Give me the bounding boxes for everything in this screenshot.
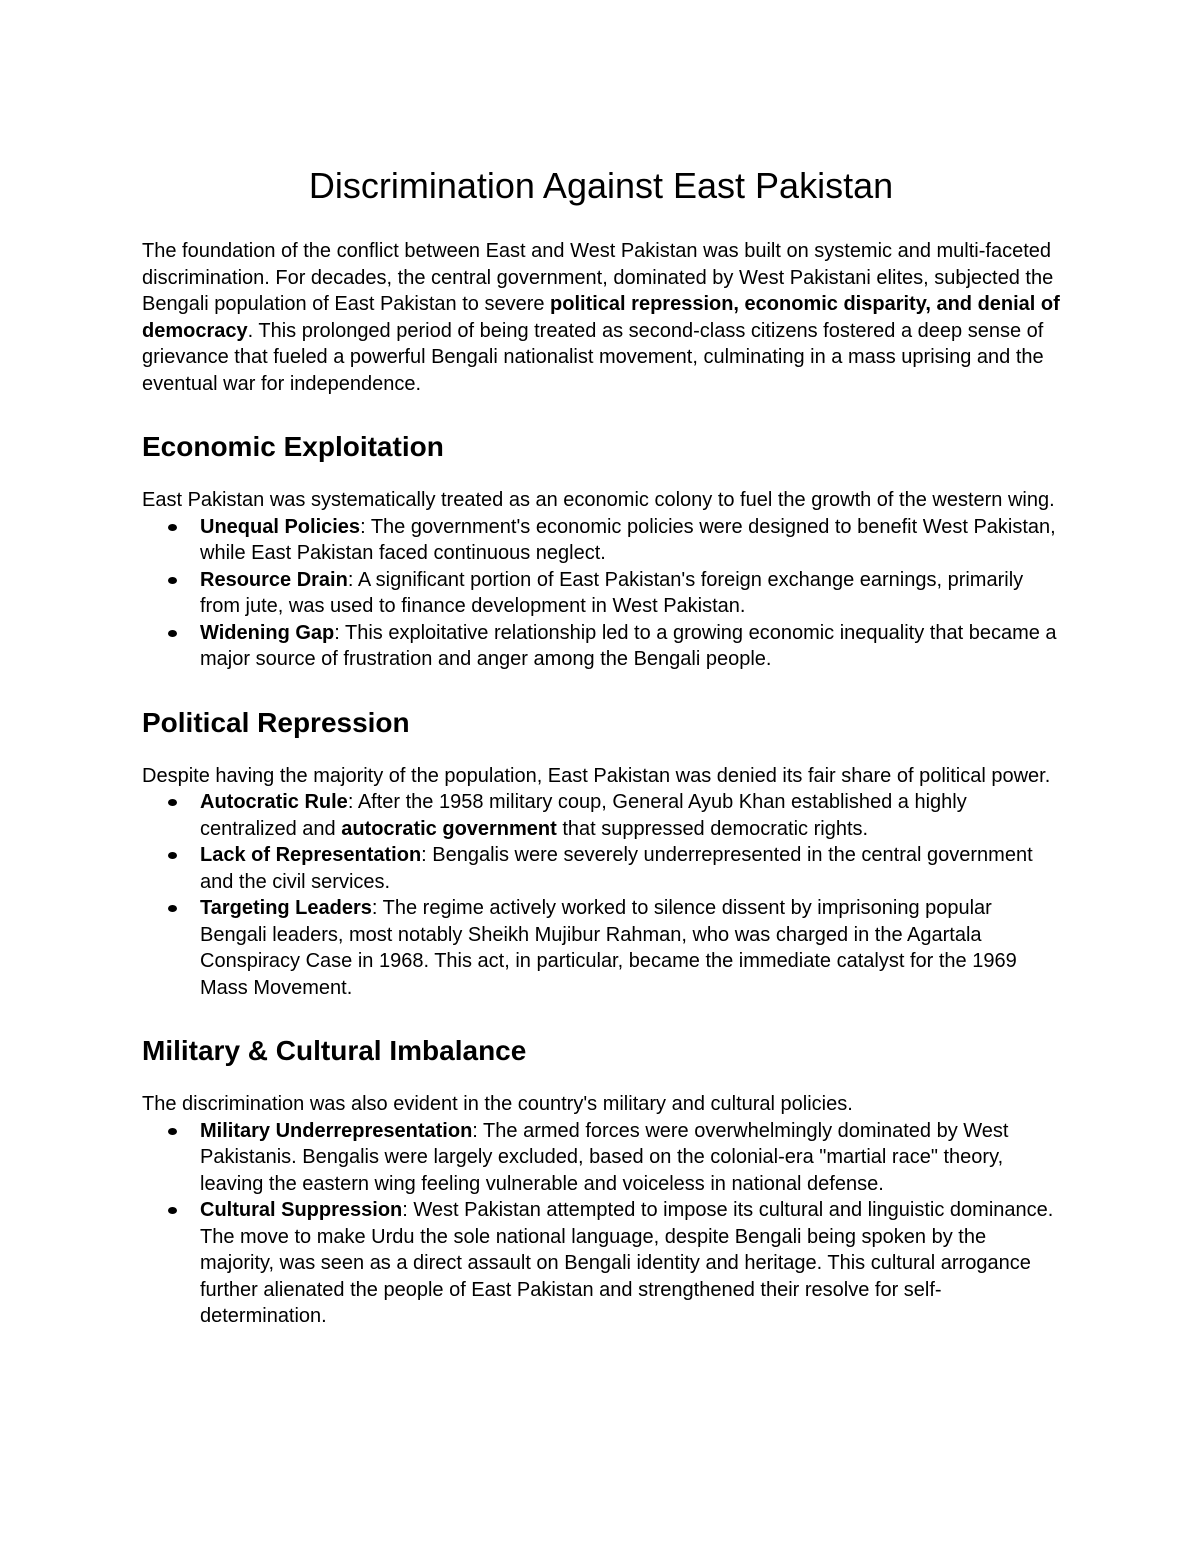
bullet-icon bbox=[168, 1128, 177, 1135]
bullet-list-military-cultural bbox=[142, 1118, 1060, 1330]
bullet-icon bbox=[168, 799, 177, 806]
bullet-bold-phrase: autocratic government bbox=[341, 817, 557, 840]
section-intro-political: Despite having the majority of the population, East Pakistan was denied its fair share of political power. bbox=[142, 764, 1051, 787]
bullet-icon bbox=[168, 524, 177, 531]
bullet-icon bbox=[168, 905, 177, 912]
section-intro-economic: East Pakistan was systematically treated as an economic colony to fuel the growth of the western wing. bbox=[142, 489, 1055, 511]
bullet-text-continued: that suppressed democratic rights. bbox=[556, 817, 869, 840]
section-heading-military-cultural: Military & Cultural Imbalance bbox=[142, 1035, 527, 1066]
intro-bold-phrase: political repression, economic disparity, and denial of democracy bbox=[142, 293, 1060, 342]
list-item bbox=[200, 514, 1060, 567]
bullet-icon bbox=[168, 1207, 177, 1214]
bullet-term: Lack of Representation bbox=[200, 844, 422, 866]
bullet-term: Unequal Policies bbox=[200, 515, 361, 538]
intro-text-part2: . This prolonged period of being treated as second-class citizens fostered a deep sense of grievance that fueled a powerful Bengali nationalist movement, culminating in a mass uprising and the eventual war for independence. bbox=[142, 319, 1044, 395]
section-heading-political: Political Repression bbox=[142, 706, 410, 738]
bullet-text: : The government's economic policies were designed to benefit West Pakistan, while East Pakistan faced continuous neglect. bbox=[200, 515, 1056, 564]
bullet-list-economic bbox=[142, 514, 1060, 673]
list-item bbox=[200, 1197, 1060, 1330]
section-heading-economic: Economic Exploitation bbox=[142, 431, 444, 462]
section-intro-military-cultural: The discrimination was also evident in the country's military and cultural policies. bbox=[142, 1093, 853, 1115]
bullet-text: : Bengalis were severely underrepresented in the central government and the civil services. bbox=[200, 844, 1033, 893]
bullet-term: Military Underrepresentation bbox=[200, 1119, 473, 1142]
bullet-text: : The armed forces were overwhelmingly dominated by West Pakistanis. Bengalis were largely excluded, based on the colonial-era "martial race" theory, leaving the eastern wing feeling vulnerable and voiceless in national defense. bbox=[200, 1119, 1009, 1195]
list-item bbox=[200, 567, 1060, 620]
bullet-text: : This exploitative relationship led to a growing economic inequality that became a major source of frustration and anger among the Bengali people. bbox=[200, 621, 1057, 670]
bullet-text: : The regime actively worked to silence dissent by imprisoning popular Bengali leaders, most notably Sheikh Mujibur Rahman, who was charged in the Agartala Conspiracy Case in 1968. This act, in particular, became the immediate catalyst for the 1969 Mass Movement. bbox=[200, 897, 1017, 999]
bullet-list-political bbox=[142, 789, 1060, 1001]
document-page bbox=[142, 160, 1060, 1330]
bullet-term: Autocratic Rule bbox=[200, 791, 348, 813]
document-title: Discrimination Against East Pakistan bbox=[308, 165, 894, 206]
list-item bbox=[200, 1118, 1060, 1198]
bullet-icon bbox=[168, 577, 177, 584]
list-item bbox=[200, 895, 1060, 1001]
bullet-icon bbox=[168, 630, 177, 637]
bullet-icon bbox=[168, 852, 177, 859]
bullet-text: : A significant portion of East Pakistan's foreign exchange earnings, primarily from jute, was used to finance development in West Pakistan. bbox=[200, 568, 1024, 617]
list-item bbox=[200, 620, 1060, 673]
bullet-term: Widening Gap bbox=[200, 621, 335, 644]
bullet-text: : West Pakistan attempted to impose its cultural and linguistic dominance. The move to make Urdu the sole national language, despite Bengali being spoken by the majority, was seen as a direct assault on Bengali identity and heritage. This cultural arrogance further alienated the people of East Pakistan and strengthened their resolve for self-determination. bbox=[200, 1199, 1054, 1327]
list-item bbox=[200, 842, 1060, 895]
bullet-term: Targeting Leaders bbox=[200, 897, 372, 919]
intro-text-part1: The foundation of the conflict between East and West Pakistan was built on systemic and multi-faceted discrimination. For decades, the central government, dominated by West Pakistani elites, subjected the Bengali population of East Pakistan to severe bbox=[142, 240, 1054, 315]
list-item bbox=[200, 789, 1060, 842]
bullet-term: Resource Drain bbox=[200, 568, 348, 591]
bullet-text: : After the 1958 military coup, General Ayub Khan established a highly centralized and bbox=[200, 791, 967, 840]
bullet-term: Cultural Suppression bbox=[200, 1199, 403, 1221]
intro-paragraph bbox=[142, 238, 1060, 397]
